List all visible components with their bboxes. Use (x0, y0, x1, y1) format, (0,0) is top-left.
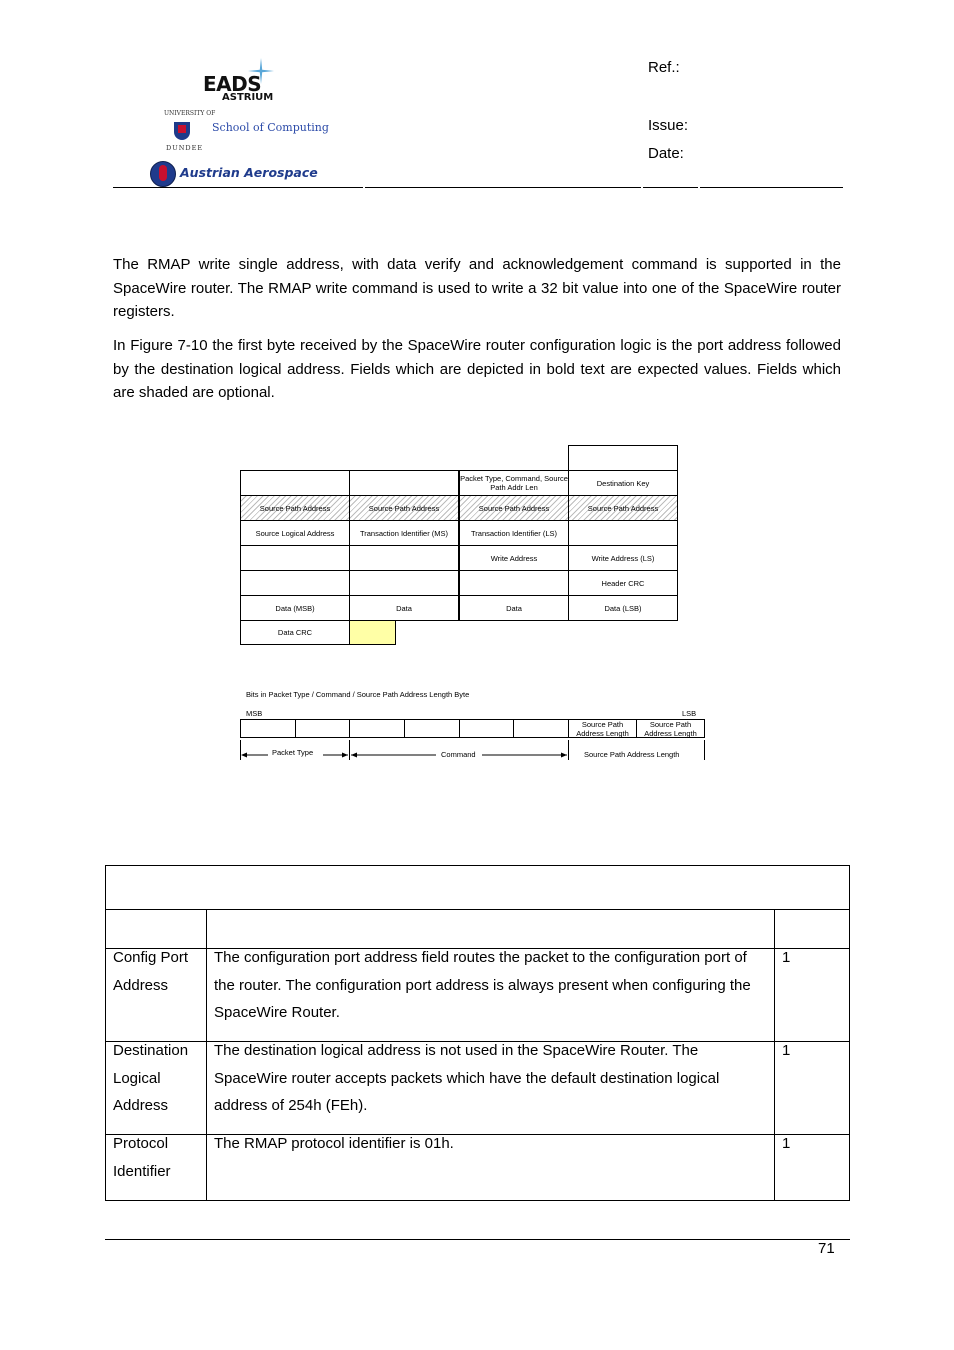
packet-field: Source Logical Address (240, 520, 350, 546)
dundee-university-logo (150, 110, 332, 156)
dundee-text: DUNDEE (166, 144, 204, 152)
footer-divider (105, 1239, 850, 1240)
packet-field-optional: Source Path Address (240, 495, 350, 521)
packet-field (349, 470, 459, 496)
bits-diagram-title: Bits in Packet Type / Command / Source Path Address Length Byte (246, 690, 470, 699)
packet-field: Data (459, 595, 569, 621)
msb-label: MSB (246, 709, 263, 718)
table-border (849, 865, 850, 1201)
bit-cell (404, 719, 460, 738)
table-border (206, 909, 207, 1201)
ref-label: Ref.: (648, 59, 680, 76)
table-border (774, 909, 775, 1201)
university-arc-text: UNIVERSITY OF (164, 110, 216, 117)
bit-cell: Source Path Address Length (568, 719, 637, 738)
packet-field (568, 520, 678, 546)
table-field-name: Config Port Address (113, 949, 189, 994)
shield-icon (174, 122, 190, 140)
bit-cell (295, 719, 350, 738)
table-border (105, 909, 850, 910)
bit-cell (459, 719, 514, 738)
packet-field-optional: Source Path Address (568, 495, 678, 521)
austrian-aerospace-logo (150, 160, 332, 188)
packet-field: Data (MSB) (240, 595, 350, 621)
packet-field: Write Address (459, 545, 569, 571)
packet-field: Data (349, 595, 459, 621)
header-divider (643, 187, 698, 188)
table-field-description: The destination logical address is not used in the SpaceWire Router. The SpaceWire router accepts packets which have the default destination logical address of 254h (FEh). (214, 1042, 720, 1114)
table-field-name: Destination Logical Address (113, 1042, 189, 1114)
table-border (105, 865, 106, 1201)
austrian-aerospace-text: Austrian Aerospace (180, 165, 318, 180)
bit-cell (513, 719, 569, 738)
packet-field-optional: Source Path Address (349, 495, 459, 521)
header-divider (700, 187, 843, 188)
packet-field (240, 545, 350, 571)
table-border (105, 1200, 850, 1201)
packet-field: Transaction Identifier (LS) (459, 520, 569, 546)
packet-field: Destination Key (568, 470, 678, 496)
page-number: 71 (818, 1240, 835, 1257)
lsb-label: LSB (682, 709, 697, 718)
table-field-size: 1 (782, 1135, 791, 1152)
astrium-logo-text: ASTRIUM (222, 92, 274, 103)
issue-label: Issue: (648, 117, 689, 134)
packet-field (459, 570, 569, 596)
table-field-name: Protocol Identifier (113, 1135, 171, 1180)
bit-cell: Source Path Address Length (636, 719, 705, 738)
bit-cell (240, 719, 296, 738)
school-of-computing-text: School of Computing (212, 121, 329, 134)
table-border (105, 865, 850, 866)
command-label: Command (441, 750, 476, 759)
packet-field: Packet Type, Command, Source Path Addr Len (459, 470, 569, 496)
source-path-address-length-label: Source Path Address Length (584, 750, 680, 759)
table-field-size: 1 (782, 1042, 791, 1059)
table-field-description: The configuration port address field routes the packet to the configuration port of the router. The configuration port address is always present when configuring the SpaceWire Router. (214, 949, 751, 1021)
body-paragraph: The RMAP write single address, with data verify and acknowledgement command is supported in the SpaceWire router. The RMAP write command is used to write a 32 bit value into one of the SpaceWire router registers. (113, 256, 841, 320)
eads-astrium-logo (200, 58, 280, 106)
date-label: Date: (648, 145, 684, 162)
packet-field (349, 570, 459, 596)
packet-field (240, 470, 350, 496)
packet-field: Header CRC (568, 570, 678, 596)
table-field-size: 1 (782, 949, 791, 966)
table-field-description: The RMAP protocol identifier is 01h. (214, 1135, 454, 1152)
bit-cell (349, 719, 405, 738)
packet-type-label: Packet Type (272, 748, 314, 757)
header-divider (365, 187, 641, 188)
packet-field: Write Address (LS) (568, 545, 678, 571)
star-icon (248, 58, 274, 84)
body-paragraph: In Figure 7-10 the first byte received by the SpaceWire router configuration logic is the port address followed by the destination logical address. Fields which are depicted in bold text are expected values. Fields which are shaded are optional. (113, 337, 841, 401)
packet-field: Data CRC (240, 620, 350, 645)
packet-field (240, 570, 350, 596)
globe-icon (150, 161, 176, 187)
header-divider (113, 187, 363, 188)
packet-field-optional: Source Path Address (459, 495, 569, 521)
packet-field: Transaction Identifier (MS) (349, 520, 459, 546)
packet-field: Data (LSB) (568, 595, 678, 621)
eads-logo-text: EADS (203, 72, 262, 96)
packet-field (349, 545, 459, 571)
packet-field-eop (349, 620, 396, 645)
packet-field (568, 445, 678, 471)
